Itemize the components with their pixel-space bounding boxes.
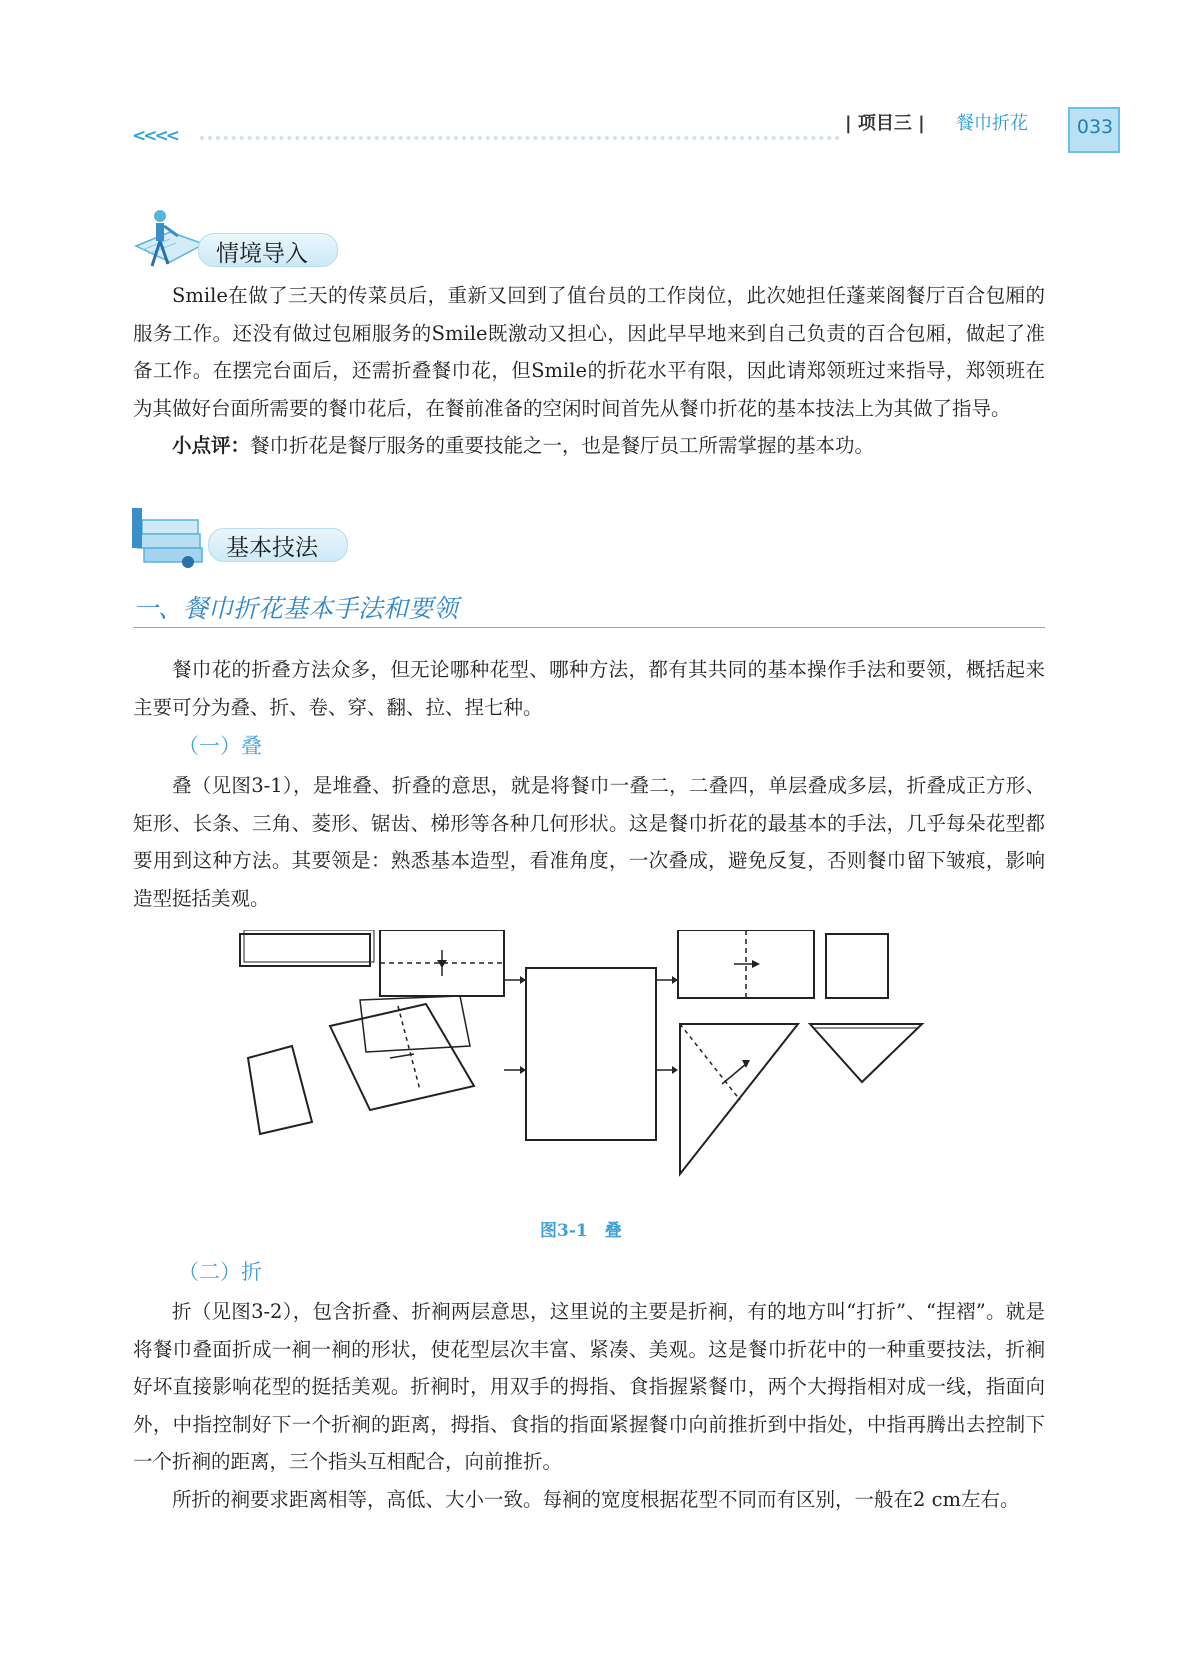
subheading-pleat: （二）折 <box>178 1260 262 1284</box>
section-heading: 一、餐巾折花基本手法和要领 <box>133 594 459 623</box>
figure-caption: 图3-1 叠 <box>540 1221 622 1241</box>
skills-title: 基本技法 <box>226 535 318 561</box>
scenario-title: 情境导入 <box>216 241 308 267</box>
remark-text: 餐巾折花是餐厅服务的重要技能之一，也是餐厅员工所需掌握的基本功。 <box>250 434 875 457</box>
page-number: 033 <box>1076 116 1114 138</box>
subheading-fold: （一）叠 <box>178 734 262 758</box>
remark <box>133 427 1045 465</box>
header-title: 餐巾折花 <box>956 113 1028 134</box>
pleat-text-block <box>133 1293 1045 1518</box>
figure-3-1-folding-diagram <box>230 930 970 1200</box>
scenario-paragraph: Smile在做了三天的传菜员后，重新又回到了值台员的工作岗位，此次她担任蓬莱阁餐厅百合包厢的服务工作。还没有做过包厢服务的Smile既激动又担心，因此早早地来到自己负责的百合包厢，做起了准备工作。在摆完台面后，还需折叠餐巾花，但Smile的折花水平有限，因此请郑领班过来指导，郑领班在为其做好台面所需要的餐巾花后，在餐前准备的空闲时间首先从餐巾折花的基本技法上为其做了指导。 <box>133 284 1045 420</box>
skills-intro-block <box>133 651 1045 726</box>
header-chapter: | 项目三 | <box>845 113 925 134</box>
header-dotted-rule <box>200 136 840 140</box>
fold-text: 叠（见图3-1），是堆叠、折叠的意思，就是将餐巾一叠二，二叠四，单层叠成多层，折叠成正方形、矩形、长条、三角、菱形、锯齿、梯形等各种几何形状。这是餐巾折花的最基本的手法，几乎每朵花型都要用到这种方法。其要领是：熟悉基本造型，看准角度，一次叠成，避免反复，否则餐巾留下皱痕，影响造型挺括美观。 <box>133 774 1045 910</box>
pleat-text-2: 所折的裥要求距离相等，高低、大小一致。每裥的宽度根据花型不同而有区别，一般在2 cm左右。 <box>172 1487 1020 1511</box>
heading-rule <box>133 627 1045 628</box>
pleat-text-1: 折（见图3-2），包含折叠、折裥两层意思，这里说的主要是折裥，有的地方叫“打折”、“捏褶”。就是将餐巾叠面折成一裥一裥的形状，使花型层次丰富、紧凑、美观。这是餐巾折花中的一种重要技法，折裥好坏直接影响花型的挺括美观。折裥时，用双手的拇指、食指握紧餐巾，两个大拇指相对成一线，指面向外，中指控制好下一个折裥的距离，拇指、食指的指面紧握餐巾向前推折到中指处，中指再腾出去控制下一个折裥的距离，三个指头互相配合，向前推折。 <box>133 1300 1045 1473</box>
header-arrows: <<<< <box>132 126 177 146</box>
skills-intro: 餐巾花的折叠方法众多，但无论哪种花型、哪种方法，都有其共同的基本操作手法和要领，概括起来主要可分为叠、折、卷、穿、翻、拉、捏七种。 <box>133 658 1045 719</box>
fold-text-block <box>133 767 1045 917</box>
skills-illustration-icon <box>128 500 210 570</box>
remark-label: 小点评： <box>172 434 251 457</box>
scenario-paragraph-block <box>133 277 1045 465</box>
